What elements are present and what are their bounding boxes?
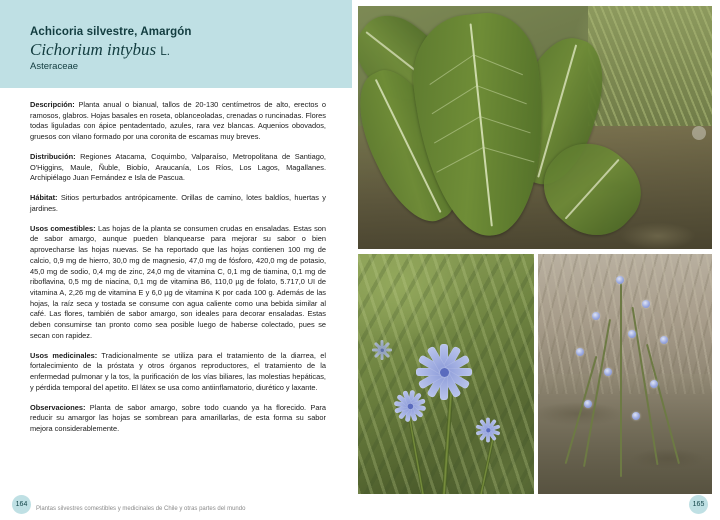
page-number-right: 165 bbox=[689, 495, 708, 514]
leaf-midrib bbox=[565, 159, 619, 219]
species-title-band bbox=[0, 0, 352, 88]
leaf-vein bbox=[432, 85, 477, 114]
section-descripcion-label: Descripción: bbox=[30, 100, 75, 109]
common-name: Achicoria silvestre, Amargón bbox=[30, 26, 192, 38]
section-observaciones bbox=[30, 403, 326, 435]
section-usos-comestibles-text: Las hojas de la planta se consumen crudas en ensaladas. Estas son de sabor amargo, aunque pueden blanquearse para mejorar su sabor o bien aprovecharse las hojas nuevas. Se ha reportado que las hojas contienen 100 mg de calcio, 0,9 mg de hierro, 30,0 mg de magnesio, 47,0 mg de fósforo, 420,0 mg de potasio, 45,0 mg de sodio, 0,4 mg de zinc, 24,0 mg de vitamina C, 0,1 mg de tiamina, 0,1 mg de riboflavina, 0,5 mg de niacina, 0,1 mg de vitamina B6, 110,0 µg de folato, 5.717,0 UI de vitamina A, 2,26 mg de vitamina E y 6,0 µg de vitamina K por cada 100 g. Además de las hojas, la raíz seca y tostada se consume con agua caliente como una bebida similar al café. Las flores, también de sabor amargo, son ideales para decorar ensaladas. Estas deben consumirse tan pronto como sea posible luego de haberse colectado, pues se secan con rapidez. bbox=[30, 223, 326, 340]
chicory-leaf-rosette-photo bbox=[358, 6, 712, 249]
plant-stem bbox=[646, 344, 680, 464]
plant-flower bbox=[642, 300, 650, 308]
flower-center bbox=[486, 428, 490, 432]
plant-flower bbox=[616, 276, 624, 284]
scientific-name-authority: L. bbox=[160, 46, 170, 58]
scientific-name bbox=[30, 41, 338, 59]
leaf-vein bbox=[429, 54, 473, 84]
section-usos-medicinales-text: Tradicionalmente se utiliza para el tratamiento de la diarrea, el fortalecimiento de la próstata y otros órganos reproductores, el tratamiento de la enfermedad pulmonar y la tos, la purificación de los vías biliares, las molestias hepáticas, y pérdida temporal del apetito. El látex se usa como antiinflamatorio, diurético y laxante. bbox=[30, 350, 326, 392]
plant-flower bbox=[592, 312, 600, 320]
page-footer bbox=[0, 494, 720, 520]
leaf-vein bbox=[477, 85, 527, 104]
section-habitat bbox=[30, 193, 326, 214]
section-distribucion-label: Distribución: bbox=[30, 151, 76, 161]
chicory-whole-plant-habitat-photo bbox=[538, 254, 712, 494]
section-observaciones-text: Planta de sabor amargo, sobre todo cuando ya ha florecido. Para reducir su amargor las hojas se sombrean para amarillarlas, de esta forma su sabor mejora considerablemente. bbox=[30, 402, 326, 434]
chicory-blue-flower-photo bbox=[358, 254, 534, 494]
text-column bbox=[0, 0, 352, 520]
section-usos-medicinales bbox=[30, 351, 326, 394]
section-usos-comestibles bbox=[30, 224, 326, 342]
family-name: Asteraceae bbox=[30, 60, 79, 72]
chicory-plant bbox=[566, 272, 686, 482]
flower-center bbox=[380, 348, 384, 352]
section-distribucion bbox=[30, 152, 326, 184]
page-number-left: 164 bbox=[12, 495, 31, 514]
plant-flower bbox=[628, 330, 636, 338]
photo-highlight-dot bbox=[692, 126, 706, 140]
flower-center bbox=[407, 403, 413, 409]
background-grass bbox=[588, 6, 712, 126]
plant-stem bbox=[583, 319, 611, 467]
leaf-vein bbox=[473, 54, 522, 75]
flower-center bbox=[440, 368, 449, 377]
leaf-vein bbox=[483, 147, 534, 163]
section-habitat-label: Hábitat: bbox=[30, 193, 58, 203]
plant-flower bbox=[576, 348, 584, 356]
species-description-body bbox=[30, 100, 326, 444]
section-distribucion-text: Regiones Atacama, Coquimbo, Valparaíso, Metropolitana de Santiago, O'Higgins, Maule, Ñuble, Biobío, Araucanía, Los Ríos, Los Lagos, Magallanes. Archipiélago Juan Fernández e Isla de Pascua. bbox=[30, 151, 326, 183]
leaf-vein bbox=[480, 116, 531, 133]
footer-caption: Plantas silvestres comestibles y medicinales de Chile y otras partes del mundo bbox=[36, 506, 246, 512]
section-descripcion bbox=[30, 100, 326, 143]
plant-flower bbox=[660, 336, 668, 344]
leaf-vein bbox=[436, 147, 483, 173]
photo-column bbox=[358, 6, 712, 504]
section-descripcion-text: Planta anual o bianual, tallos de 20-130 centímetros de alto, erectos o ramosos, glabros. Hojas basales en roseta, oblanceoladas, crenadas o runcinadas. Flores todas liguladas con ápice pentadentado, azules, rara vez blancas. Aquenios obovados, gruesos con vilano formado por una coronita de escamas muy breves. bbox=[30, 100, 326, 142]
section-usos-medicinales-label: Usos medicinales: bbox=[30, 350, 98, 360]
plant-flower bbox=[584, 400, 592, 408]
plant-flower bbox=[604, 368, 612, 376]
scientific-name-text: Cichorium intybus bbox=[30, 40, 157, 59]
section-usos-comestibles-label: Usos comestibles: bbox=[30, 223, 96, 233]
plant-flower bbox=[650, 380, 658, 388]
plant-stem bbox=[620, 282, 622, 477]
section-observaciones-label: Observaciones: bbox=[30, 402, 86, 412]
species-title-group bbox=[30, 26, 338, 72]
leaf-vein bbox=[434, 116, 480, 143]
section-habitat-text: Sitios perturbados antrópicamente. Orillas de camino, lotes baldíos, huertas y jardines. bbox=[30, 193, 326, 213]
plant-flower bbox=[632, 412, 640, 420]
